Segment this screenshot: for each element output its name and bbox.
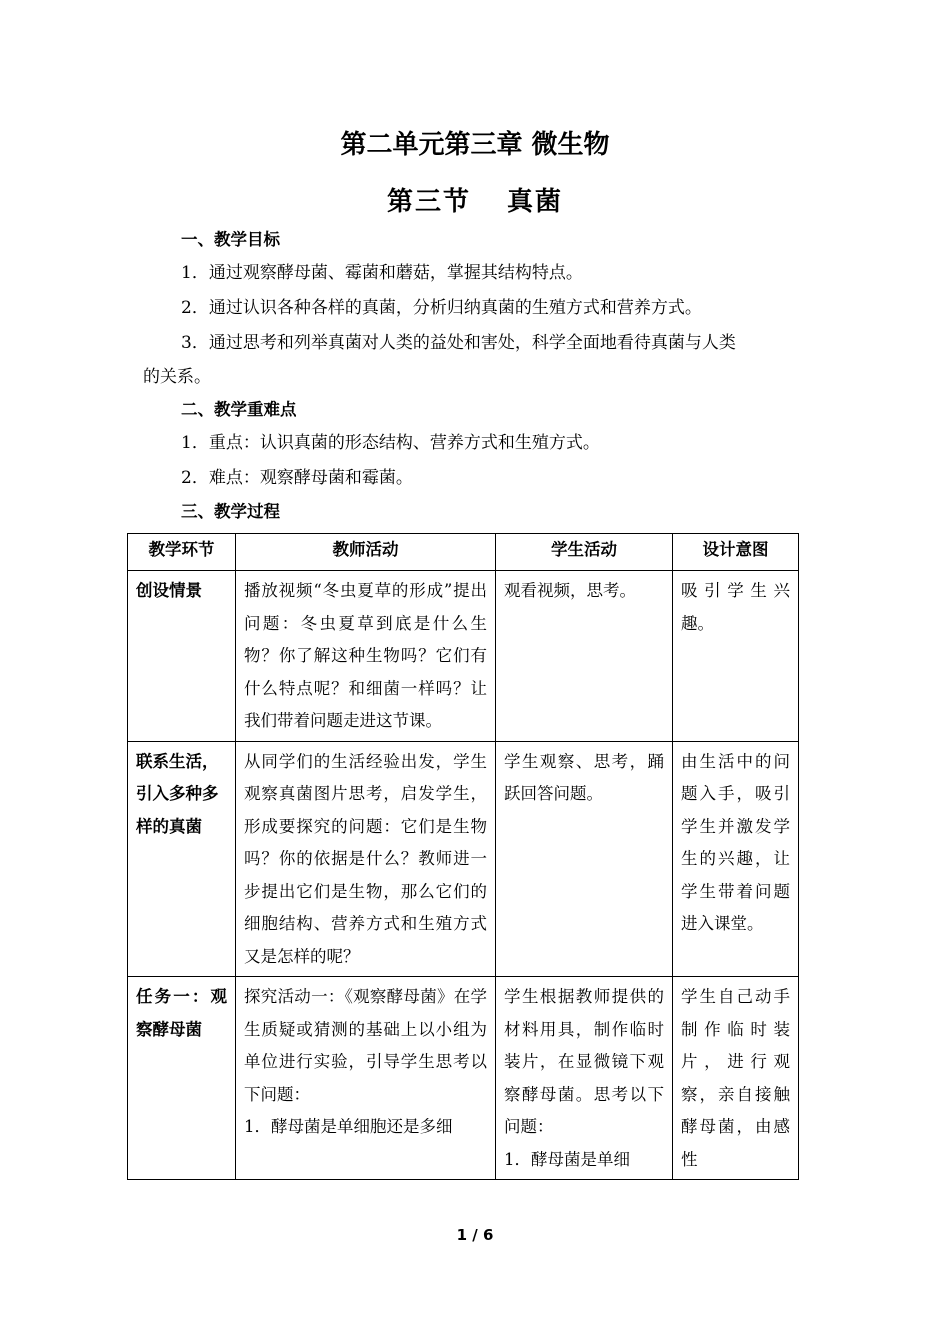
objective-item: 3．通过思考和列举真菌对人类的益处和害处，科学全面地看待真菌与人类	[181, 333, 736, 353]
stage-cell: 联系生活，引入多种多样的真菌	[128, 741, 236, 977]
design-intent-cell: 吸引学生兴趣。	[673, 571, 799, 742]
table-row	[128, 741, 799, 977]
objectives-heading: 一、教学目标	[181, 230, 280, 249]
page-number: 1 / 6	[456, 1226, 494, 1244]
column-header: 教师活动	[236, 534, 496, 571]
student-activity-cell: 观看视频，思考。	[496, 571, 673, 742]
objective-item: 1．通过观察酵母菌、霉菌和蘑菇，掌握其结构特点。	[181, 263, 583, 283]
student-activity-item: 1．酵母菌是单细	[504, 1149, 630, 1169]
student-activity-cell	[496, 977, 673, 1180]
section-number: 第三节	[386, 187, 471, 217]
teacher-activity-cell	[236, 977, 496, 1180]
process-table	[127, 533, 799, 1180]
teacher-activity-item: 1．酵母菌是单细胞还是多细	[244, 1117, 453, 1136]
keypoints-heading: 二、教学重难点	[181, 400, 297, 419]
teacher-activity-text: 探究活动一：《观察酵母菌》在学生质疑或猜测的基础上以小组为单位进行实验，引导学生思考以下问题：	[244, 987, 487, 1104]
stage-cell: 创设情景	[128, 571, 236, 742]
column-header: 教学环节	[128, 534, 236, 571]
design-intent-cell: 由生活中的问题入手，吸引学生并激发学生的兴趣，让学生带着问题进入课堂。	[673, 741, 799, 977]
keypoint-item: 2．难点：观察酵母菌和霉菌。	[181, 468, 413, 488]
student-activity-cell: 学生观察、思考，踊跃回答问题。	[496, 741, 673, 977]
column-header: 学生活动	[496, 534, 673, 571]
teacher-activity-cell: 播放视频“冬虫夏草的形成”提出问题：冬虫夏草到底是什么生物？你了解这种生物吗？它们有什么特点呢？和细菌一样吗？让我们带着问题走进这节课。	[236, 571, 496, 742]
section-name: 真菌	[507, 187, 564, 217]
stage-cell: 任务一：观察酵母菌	[128, 977, 236, 1180]
table-row	[128, 977, 799, 1180]
table-row	[128, 571, 799, 742]
column-header: 设计意图	[673, 534, 799, 571]
section-title	[0, 181, 950, 218]
document-title: 第二单元第三章 微生物	[340, 130, 610, 160]
design-intent-cell: 学生自己动手制作临时装片，进行观察，亲自接触酵母菌，由感性	[673, 977, 799, 1180]
student-activity-text: 学生根据教师提供的材料用具，制作临时装片，在显微镜下观察酵母菌。思考以下问题：	[504, 987, 664, 1136]
teacher-activity-cell: 从同学们的生活经验出发，学生观察真菌图片思考，启发学生，形成要探究的问题：它们是生物吗？你的依据是什么？教师进一步提出它们是生物，那么它们的细胞结构、营养方式和生殖方式又是怎样的呢？	[236, 741, 496, 977]
objective-item-continued: 的关系。	[143, 367, 211, 387]
process-heading: 三、教学过程	[181, 502, 280, 521]
objective-item: 2．通过认识各种各样的真菌，分析归纳真菌的生殖方式和营养方式。	[181, 298, 702, 318]
table-header-row	[128, 534, 799, 571]
keypoint-item: 1．重点：认识真菌的形态结构、营养方式和生殖方式。	[181, 433, 600, 453]
